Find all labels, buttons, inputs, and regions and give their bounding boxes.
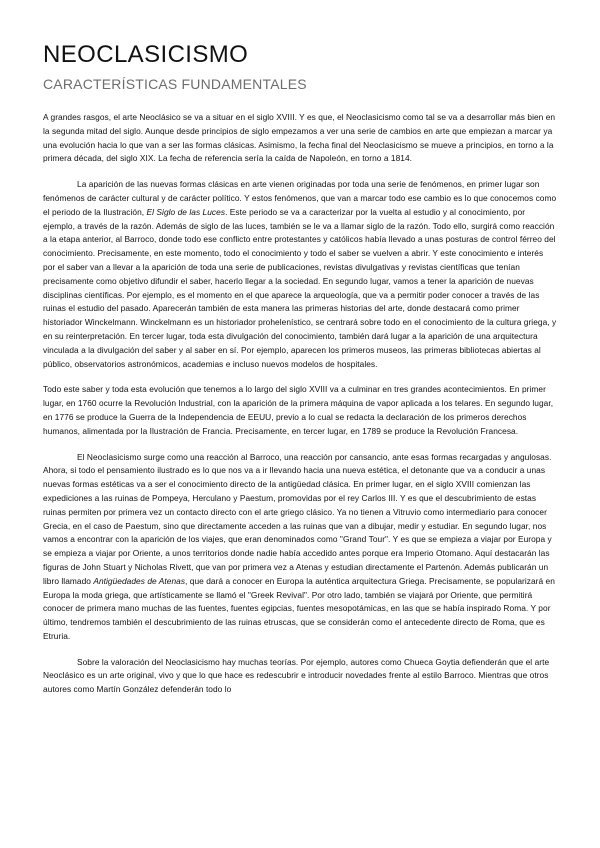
- paragraph-text: Todo este saber y toda esta evolución que tenemos a lo largo del siglo XVIII va a culminar en tres grandes acontecimientos. En primer lugar, en 1760 ocurre la Revolución Industrial, con la aparición de la primera máquina de vapor aplicada a los telares. En segundo lugar, en 1776 se produce la Guerra de la Independencia de EEUU, previo a lo cual se redacta la declaración de los primeros derechos humanos, alimentada por la Ilustración de Francia. Precisamente, en tercer lugar, en 1789 se produce la Revolución Francesa.: [43, 384, 554, 436]
- document-body: [43, 111, 557, 697]
- italic-title-text: Antigüedades de Atenas: [93, 575, 186, 586]
- paragraph: [43, 451, 557, 644]
- paragraph-text: La aparición de las nuevas formas clásicas en arte vienen originadas por toda una serie de fenómenos, en primer lugar son fenómenos de carácter cultural y de carácter político. Y estos fenómenos, que van a marcar todo ese cambio es lo que conocemos como el periodo de la Ilustración,: [43, 179, 557, 217]
- italic-title-text: El Siglo de las Luces: [146, 206, 226, 217]
- paragraph-text: A grandes rasgos, el arte Neoclásico se va a situar en el siglo XVIII. Y es que, el Neoclasicismo como tal se va a desarrollar más bien en la segunda mitad del siglo. Aunque desde principios de siglo empezamos a ver una serie de cambios en arte que empiezan a marcar ya una evolución hacia lo que van a ser las formas clásicas. Asimismo, la fecha final del Neoclasicismo se mueve a principios, en torno a la primera década, del siglo XIX. La fecha de referencia sería la caída de Napoleón, en torno a 1814.: [43, 112, 556, 164]
- paragraph: [43, 178, 557, 371]
- paragraph: [43, 656, 557, 697]
- paragraph: [43, 383, 557, 438]
- document-subtitle: CARACTERÍSTICAS FUNDAMENTALES: [43, 76, 307, 92]
- paragraph-text: , que dará a conocer en Europa la auténtica arquitectura Griega. Precisamente, se popularizará en Europa la moda griega, que artísticamente se llamó el "Greek Revival". Por otro lado, también se viajará por Oriente, que permitirá conocer de primera mano muchas de las fuentes, fuentes egipcias, fuentes mesopotámicas, en las que se había inspirado Roma. Y por último, tendremos también el descubrimiento de las ruinas etruscas, que se considerán como el antecedente directo de Roma, que es Etruria.: [43, 575, 555, 641]
- paragraph-text: Sobre la valoración del Neoclasicismo hay muchas teorías. Por ejemplo, autores como Chueca Goytia defienderán que el arte Neoclásico es un arte original, vivo y que lo que hace es redescubrir e introducir novedades frente al estilo Barroco. Mientras que otros autores como Martín González defenderán todo lo: [43, 656, 550, 695]
- paragraph-text: . Este periodo se va a caracterizar por la vuelta al estudio y al conocimiento, por ejemplo, a través de la razón. Además de siglo de las luces, también se le va a llamar siglo de la razón. Todo ello, surgirá como reacción a la etapa anterior, al Barroco, donde todo ese conflicto entre protestantes y católicos había llevado a unas posturas de control férreo del conocimiento. Precisamente, en este momento, todo el conocimiento y todo el saber se vuelven a abrir. Y este conocimiento e interés por el saber van a llevar a la aparición de toda una serie de publicaciones, revistas divulgativas y revistas científicas que tenían precisamente como objetivo difundir el saber, hacerlo llegar a la sociedad. En segundo lugar, vamos a tener la aparición de nuevas disciplinas científicas. Por ejemplo, es el momento en el que aparece la arqueología, que va a permitir poder conocer a través de las ruinas el estudio del pasado. Aparecerán también de esta manera las primeras historias del arte, donde destacará como primer historiador Winckelmann. Winckelmann es un historiador prohelenístico, se centrará sobre todo en el conocimiento de la cultura griega, y en su reinterpretación. En tercer lugar, toda esta divulgación del conocimiento, también dará lugar a la aparición de una arquitectura vinculada a la divulgación del saber y al saber en sí. Por ejemplo, aparecen los primeros museos, las primeras bibliotecas abiertas al público, observatorios astronómicos, academias e incluso nuevos modelos de hospitales.: [43, 206, 557, 369]
- paragraph: [43, 111, 557, 166]
- document-title: NEOCLASICISMO: [43, 41, 249, 68]
- paragraph-text: El Neoclasicismo surge como una reacción al Barroco, una reacción por cansancio, ante esas formas recargadas y angulosas. Ahora, si todo el pensamiento ilustrado es lo que nos va a ir llevando hacia una nueva estética, el detonante que va a conducir a unas nuevas formas estéticas va a ser el conocimiento directo de la antigüedad clásica. En primer lugar, en el siglo XVIII comienzan las expediciones a las ruinas de Pompeya, Herculano y Paestum, promovidas por el rey Carlos III. Y es que el descubrimiento de estas ruinas permiten por primera vez un contacto directo con el arte griego clásico. Ya no tienen a Vitruvio como intermediario para conocer Grecia, en el caso de Paestum, sino que directamente acceden a las ruinas que van a dibujar, medir y estudiar. En segundo lugar, nos vamos a encontrar con la aparición de los viajes, que eran denominados como "Grand Tour". Y es que se empieza a viajar por Europa y se empieza a viajar por Oriente, a unos territorios donde nadie había accedido antes porque era Imperio Otomano. Aquí destacarán las figuras de John Stuart y Nicholas Rivett, que van por primera vez a Atenas y estudian directamente el Partenón. Además publicarán un libro llamado: [43, 451, 552, 586]
